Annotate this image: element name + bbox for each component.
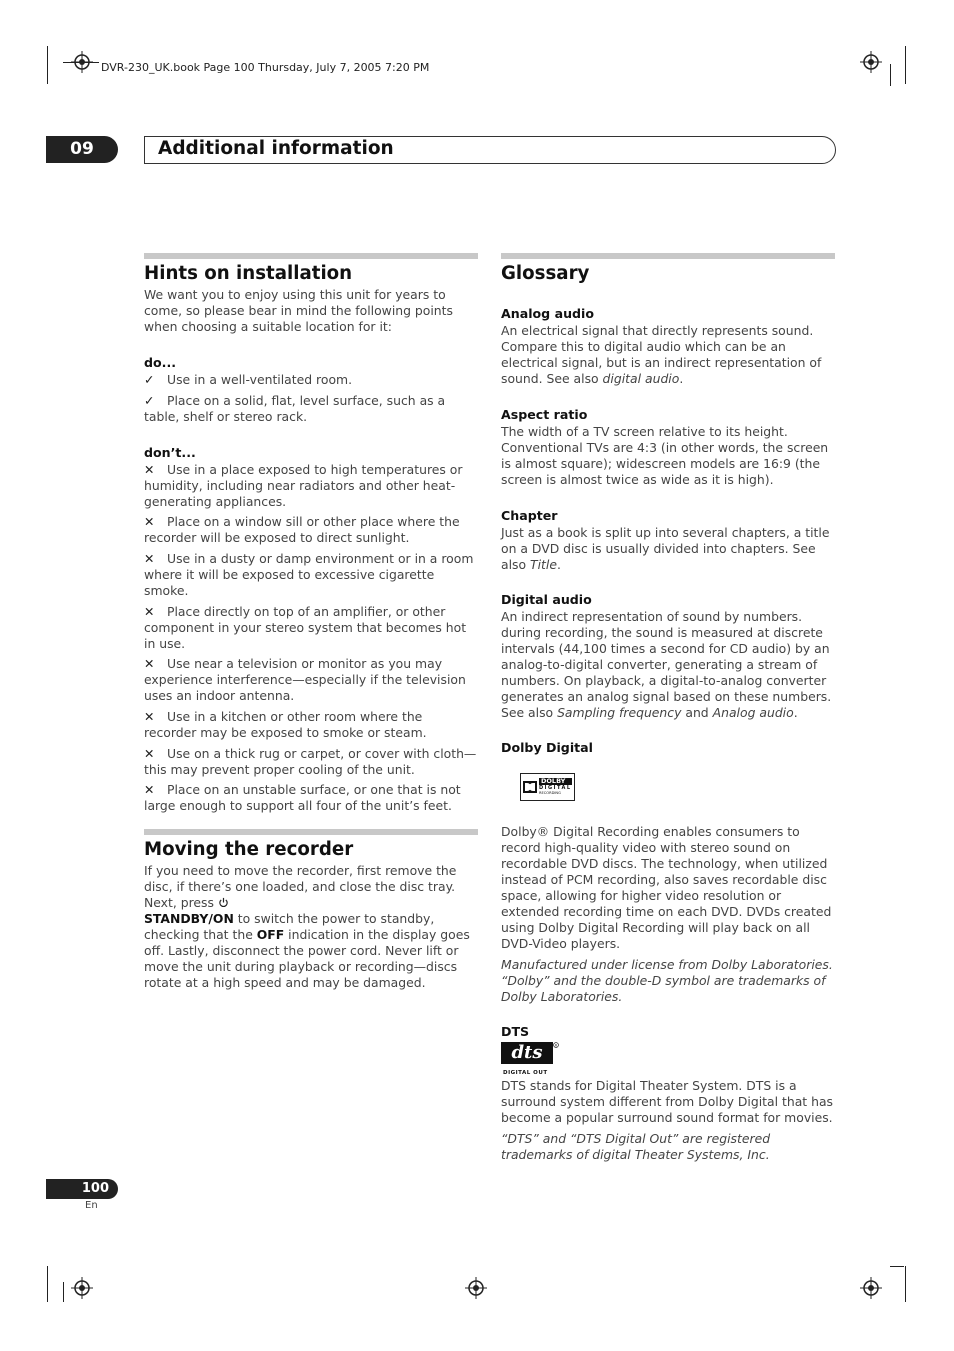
- cross-icon: ✕: [144, 746, 155, 761]
- dts-logo-main: dts: [501, 1042, 553, 1064]
- dolby-logo-sub1: DIGITAL: [539, 784, 572, 791]
- crop-mark: [890, 64, 891, 86]
- registration-mark-icon: [860, 1277, 882, 1299]
- list-item: ✕ Place on an unstable surface, or one that is not large enough to support all four of the unit’s feet.: [144, 782, 461, 813]
- cross-icon: ✕: [144, 656, 155, 671]
- dts-logo: [501, 1042, 559, 1074]
- definition: Just as a book is split up into several chapters, a title on a DVD disc is usually divided into chapters. See also Title.: [501, 525, 830, 572]
- list-item: ✕ Use in a kitchen or other room where the recorder may be exposed to smoke or steam.: [144, 709, 427, 740]
- list-item: ✕ Place on a window sill or other place where the recorder will be exposed to direct sunlight.: [144, 514, 460, 545]
- dts-logo-sub: DIGITAL OUT: [503, 1070, 548, 1076]
- list-item: ✓ Use in a well-ventilated room.: [144, 372, 353, 387]
- definition: The width of a TV screen relative to its height. Conventional TVs are 4:3 (in other words, the screen is almost square); widescreen models are 16:9 (the screen is almost twice as wide as it is high).: [501, 424, 829, 487]
- definition: Dolby® Digital Recording enables consumers to record high-quality video with stereo sound on recordable DVD discs. The technology, when utilized instead of PCM recording, also saves recordable disc space, allowing for higher video resolution or extended recording time on each DVD. DVDs created using Dolby Digital Recording will play back on all DVD-Video players.: [501, 824, 832, 951]
- language-code: En: [85, 1200, 98, 1211]
- crop-mark: [905, 46, 906, 84]
- dolby-logo-sub2: RECORDING: [539, 790, 561, 795]
- glossary-title: Glossary: [501, 263, 590, 284]
- list-item: ✕ Use in a place exposed to high temperatures or humidity, including near radiators and other heat-generating appliances.: [144, 462, 463, 509]
- term-aspect-ratio: Aspect ratio: [501, 407, 588, 422]
- definition: An electrical signal that directly represents sound. Compare this to digital audio which can be an electrical signal, but is an indirect representation of sound. See also digital audio.: [501, 323, 822, 386]
- trademark-note: Manufactured under license from Dolby Laboratories. “Dolby” and the double-D symbol are trademarks of Dolby Laboratories.: [501, 957, 833, 1004]
- dolby-double-d-icon: [523, 781, 537, 793]
- cross-icon: ✕: [144, 782, 155, 797]
- cross-icon: ✕: [144, 514, 155, 529]
- crop-mark: [890, 1266, 904, 1267]
- cross-icon: ✕: [144, 551, 155, 566]
- power-icon: [218, 897, 229, 908]
- svg-text:R: R: [554, 1043, 558, 1048]
- term-digital-audio: Digital audio: [501, 592, 592, 607]
- registered-mark-icon: [553, 1042, 559, 1048]
- term-analog-audio: Analog audio: [501, 306, 595, 321]
- cross-icon: ✕: [144, 604, 155, 619]
- section-rule: [144, 253, 478, 259]
- registration-mark-icon: [860, 51, 882, 73]
- dolby-logo: [520, 773, 575, 801]
- crop-mark: [47, 46, 48, 84]
- standby-key: STANDBY/ON: [144, 911, 234, 926]
- list-item: ✕ Use on a thick rug or carpet, or cover with cloth—this may prevent proper cooling of the unit.: [144, 746, 477, 777]
- term-chapter: Chapter: [501, 508, 558, 523]
- cross-icon: ✕: [144, 462, 155, 477]
- check-icon: ✓: [144, 393, 155, 408]
- crop-mark: [905, 1266, 906, 1302]
- trademark-note: “DTS” and “DTS Digital Out” are registered trademarks of digital Theater Systems, Inc.: [501, 1131, 771, 1162]
- section-rule: [144, 829, 478, 835]
- section-rule: [501, 253, 835, 259]
- page-number: 100: [46, 1179, 118, 1199]
- crop-mark: [63, 1282, 64, 1302]
- moving-text: If you need to move the recorder, first remove the disc, if there’s one loaded, and close the disc tray. Next, press STANDBY/ON to switch the power to standby, checking that the OFF indication in the display goes off. Lastly, disconnect the power cord. Never lift or move the unit during playback or recording—discs rotate at a high speed and may be damaged.: [144, 863, 470, 990]
- hints-section: [144, 263, 478, 814]
- dont-label: don’t...: [144, 445, 196, 460]
- definition: DTS stands for Digital Theater System. DTS is a surround system different from Dolby Digital that has become a popular surround sound format for movies.: [501, 1078, 833, 1125]
- list-item: ✕ Place directly on top of an amplifier, or other component in your stereo system that becomes hot in use.: [144, 604, 467, 651]
- definition: An indirect representation of sound by numbers. during recording, the sound is measured at discrete intervals (44,100 times a second for CD audio) by an analog-to-digital converter, generating a stream of numbers. On playback, a digital-to-analog converter generates an analog signal based on these numbers. See also Sampling frequency and Analog audio.: [501, 609, 832, 720]
- term-dolby-digital: Dolby Digital: [501, 740, 593, 755]
- moving-section: [144, 839, 478, 991]
- list-item: ✕ Use in a dusty or damp environment or in a room where it will be exposed to excessive cigarette smoke.: [144, 551, 474, 598]
- hints-title: Hints on installation: [144, 263, 353, 284]
- registration-mark-icon: [71, 1277, 93, 1299]
- crop-mark: [47, 1266, 48, 1302]
- chapter-title: Additional information: [158, 138, 394, 159]
- term-dts: DTS: [501, 1024, 530, 1039]
- glossary-section: [501, 263, 835, 1163]
- registration-mark-icon: [71, 51, 93, 73]
- registration-mark-icon: [465, 1277, 487, 1299]
- do-label: do...: [144, 355, 177, 370]
- check-icon: ✓: [144, 372, 155, 387]
- list-item: ✕ Use near a television or monitor as you may experience interference—especially if the television uses an indoor antenna.: [144, 656, 466, 703]
- list-item: ✓ Place on a solid, flat, level surface, such as a table, shelf or stereo rack.: [144, 393, 446, 424]
- hints-intro: We want you to enjoy using this unit for years to come, so please bear in mind the following points when choosing a suitable location for it:: [144, 287, 453, 334]
- off-indicator: OFF: [256, 927, 285, 942]
- dolby-logo-main: DOLBY: [539, 778, 572, 785]
- book-info: DVR-230_UK.book Page 100 Thursday, July 7, 2005 7:20 PM: [101, 61, 430, 74]
- moving-title: Moving the recorder: [144, 839, 354, 860]
- cross-icon: ✕: [144, 709, 155, 724]
- chapter-number-badge: 09: [46, 136, 118, 163]
